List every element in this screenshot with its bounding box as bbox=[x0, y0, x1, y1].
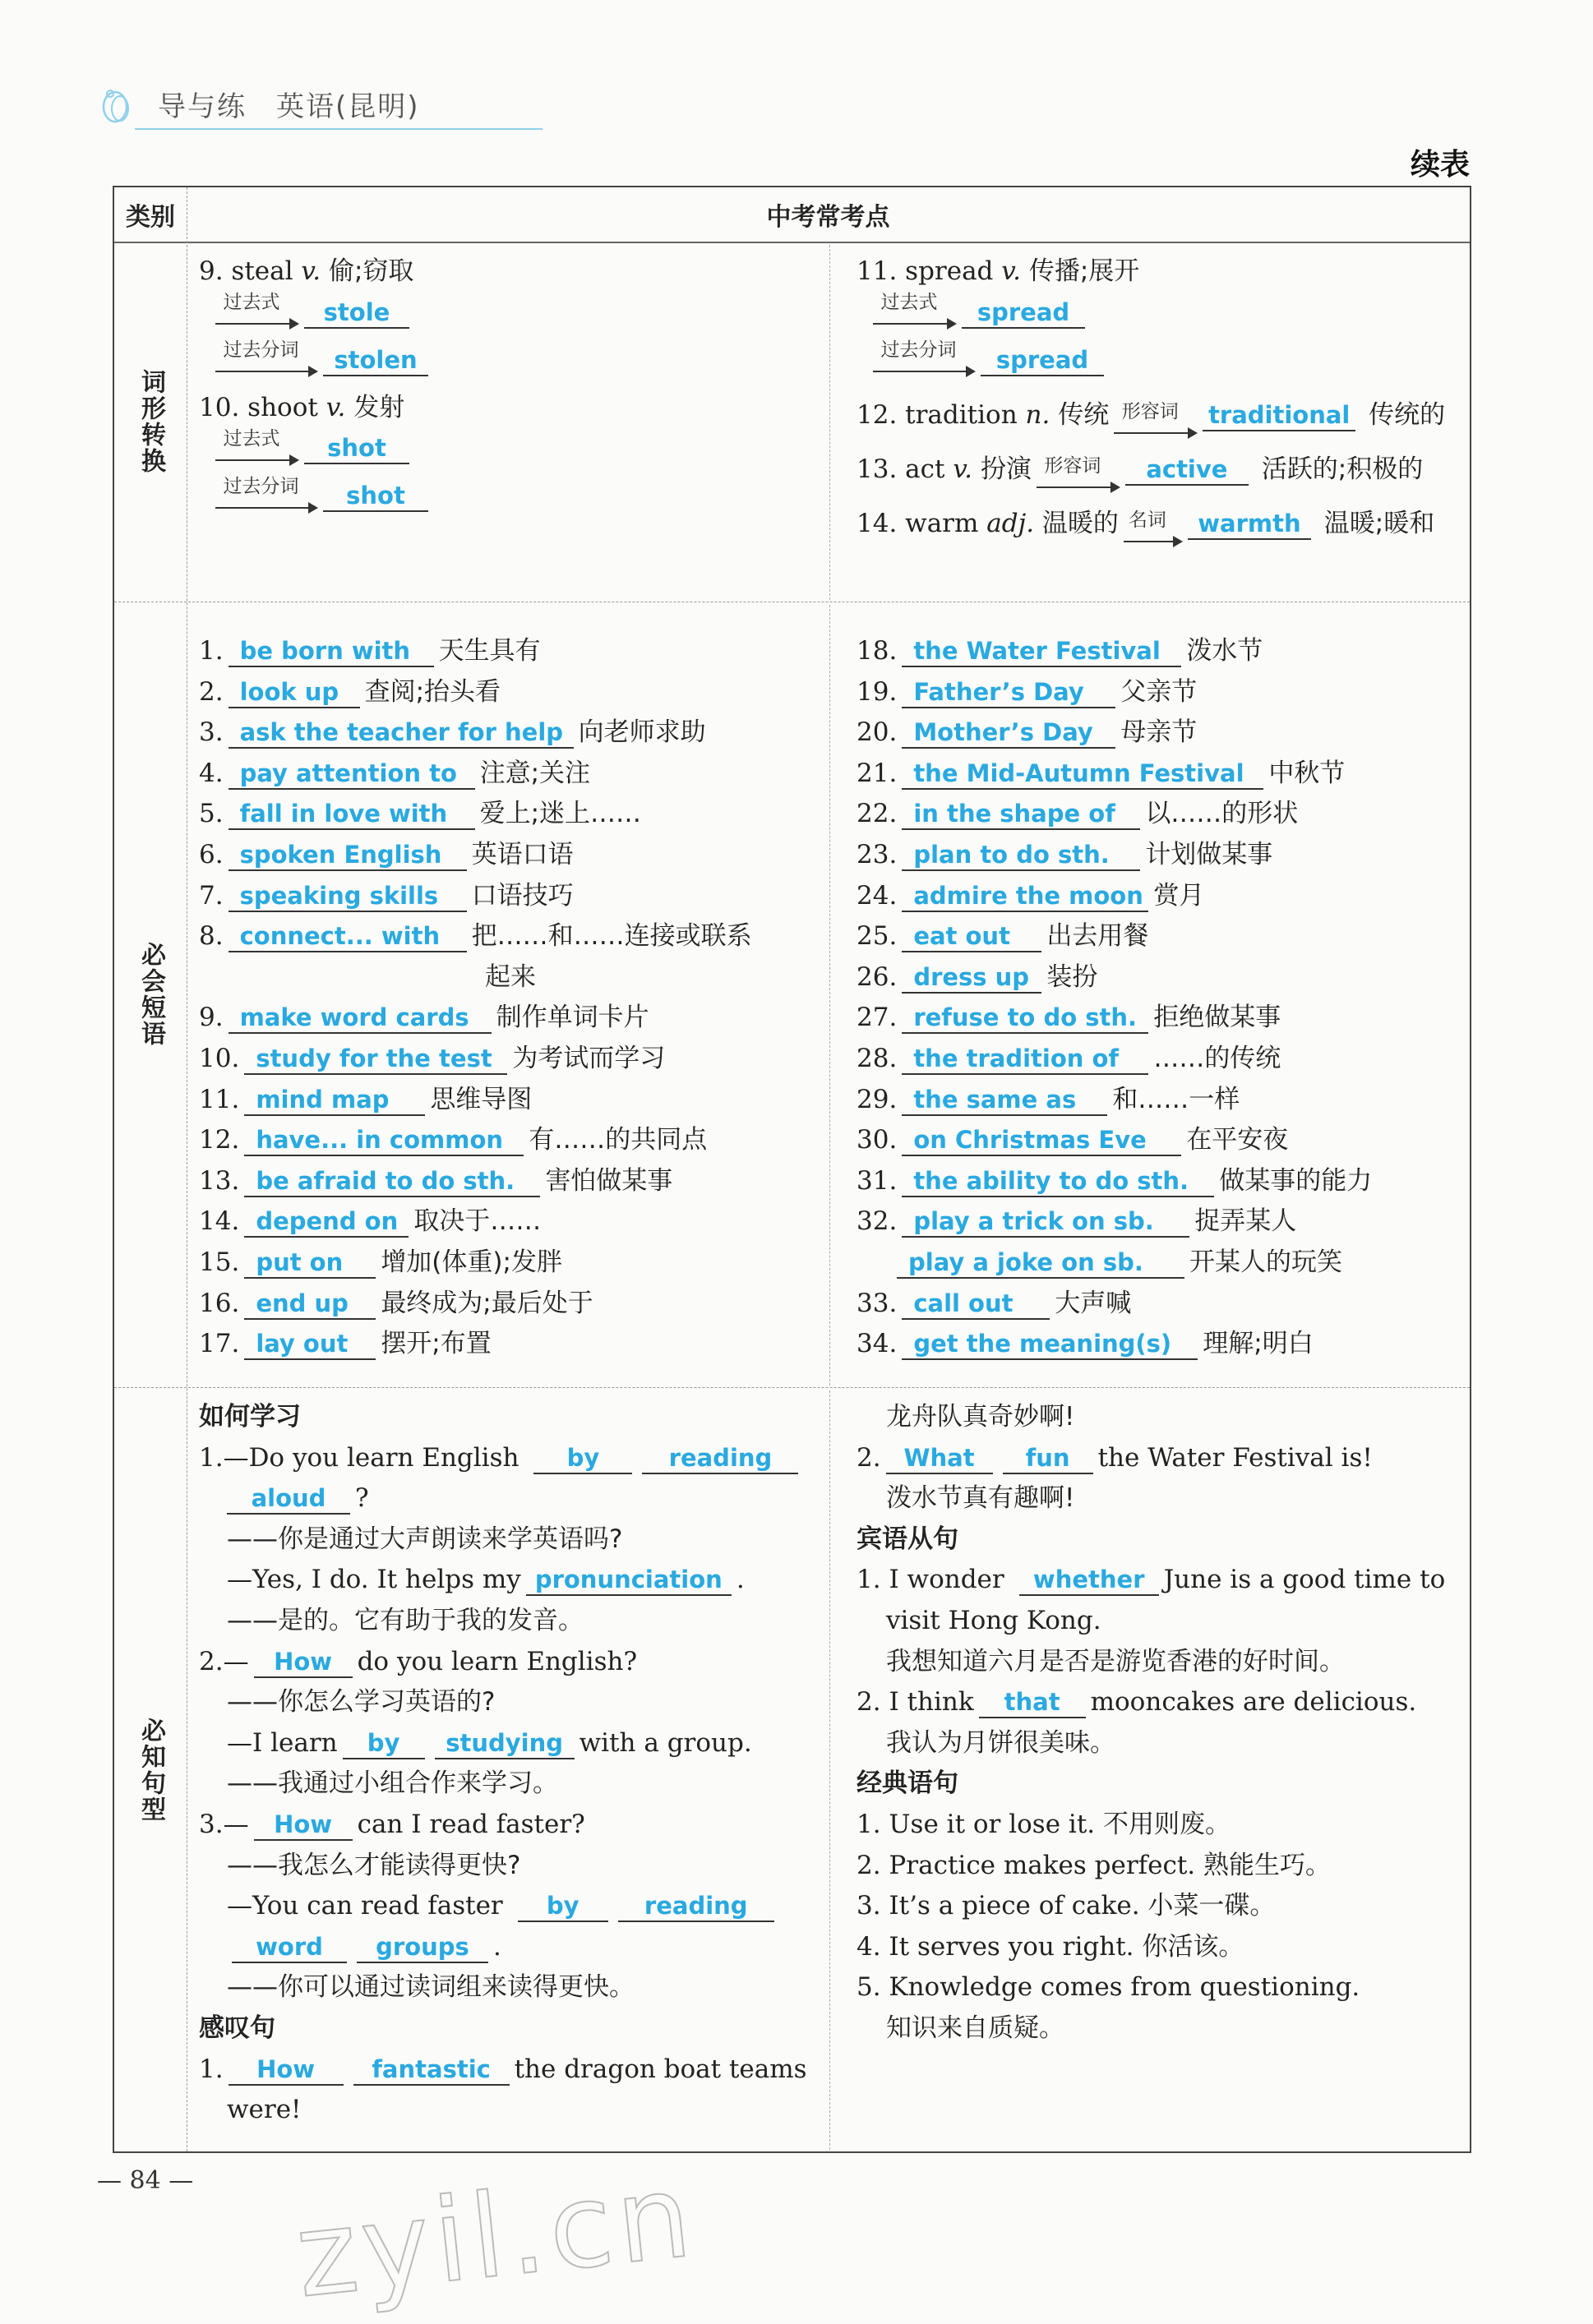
phrase-item: 8. connect... with 把……和……连接或联系 bbox=[199, 921, 752, 952]
arrow-icon: 过去式 bbox=[873, 297, 957, 333]
answer-blank: stole bbox=[304, 297, 409, 329]
classic-sentence: 4. It serves you right. 你活该。 bbox=[857, 1931, 1244, 1962]
sentences-right bbox=[857, 1397, 1465, 2050]
translation: 我想知道六月是否是游览香港的好时间。 bbox=[886, 1646, 1345, 1676]
translation: ——你可以通过读词组来读得更快。 bbox=[227, 1972, 635, 2003]
phrase-item: 20. Mother’s Day 母亲节 bbox=[857, 717, 1198, 748]
phrase-item: 19. Father’s Day 父亲节 bbox=[857, 676, 1198, 707]
study-table bbox=[113, 186, 1471, 2153]
watermark: zyil.cn bbox=[289, 2149, 702, 2324]
form-row bbox=[199, 428, 824, 476]
translation: 泼水节真有趣啊! bbox=[886, 1483, 1075, 1514]
phrase-item: 14. depend on 取决于…… bbox=[199, 1206, 542, 1237]
classic-sentence: 1. Use it or lose it. 不用则废。 bbox=[857, 1809, 1231, 1839]
answer-blank: shot bbox=[304, 433, 409, 464]
phrase-item: 26. dress up 装扮 bbox=[857, 961, 1098, 992]
translation: ——你怎么学习英语的? bbox=[227, 1687, 496, 1718]
answer-blank: spread bbox=[962, 297, 1085, 329]
phrases-left bbox=[199, 631, 824, 1365]
phrase-item: 12. have... in common 有……的共同点 bbox=[199, 1125, 708, 1155]
translation: ——我怎么才能读得更快? bbox=[227, 1850, 521, 1880]
header-divider bbox=[135, 128, 543, 130]
phrase-item: 3. ask the teacher for help 向老师求助 bbox=[199, 717, 706, 748]
sentences-left bbox=[199, 1397, 824, 2131]
phrase-item: 29. the same as 和……一样 bbox=[857, 1084, 1240, 1114]
sentence-line: 1. How fantastic the dragon boat teams bbox=[199, 2054, 807, 2084]
word-forms-right bbox=[857, 251, 1465, 551]
phrase-item: 33. call out 大声喊 bbox=[857, 1288, 1132, 1318]
arrow-icon: 过去式 bbox=[215, 433, 299, 469]
form-row bbox=[199, 293, 824, 340]
subsection-title: 如何学习 bbox=[199, 1402, 301, 1432]
sentence-line: 1.—Do you learn English by reading bbox=[199, 1438, 824, 1479]
sentence-line: —Yes, I do. It helps my pronunciation . bbox=[227, 1565, 745, 1595]
phrase-item: 13. be afraid to do sth. 害怕做某事 bbox=[199, 1165, 673, 1196]
phrase-item: 23. plan to do sth. 计划做某事 bbox=[857, 839, 1273, 869]
subsection-title: 宾语从句 bbox=[857, 1524, 958, 1554]
sentence-line: 2. What fun the Water Festival is! bbox=[857, 1442, 1373, 1473]
phrase-item: 24. admire the moon 赏月 bbox=[857, 880, 1205, 911]
column-divider bbox=[829, 605, 830, 1386]
subsection-title: 感叹句 bbox=[199, 2013, 275, 2043]
word-entry: 14. warm adj. 温暖的 名词 warmth 温暖;暖和 bbox=[857, 496, 1465, 551]
classic-sentence: 2. Practice makes perfect. 熟能生巧。 bbox=[857, 1850, 1332, 1880]
phrase-item: 18. the Water Festival 泼水节 bbox=[857, 636, 1263, 666]
phrase-item: 31. the ability to do sth. 做某事的能力 bbox=[857, 1165, 1373, 1196]
column-divider bbox=[829, 245, 830, 600]
sentence-line: 1. I wonder whether June is a good time to bbox=[857, 1565, 1446, 1595]
phrase-continuation: 起来 bbox=[485, 961, 536, 992]
category-sentences: 必知句型 bbox=[136, 1718, 165, 1823]
phrase-item: 11. mind map 思维导图 bbox=[199, 1084, 533, 1114]
phrase-item: 28. the tradition of ……的传统 bbox=[857, 1043, 1281, 1073]
word-entry: 12. tradition n. 传统 形容词 traditional 传统的 bbox=[857, 388, 1465, 442]
classic-sentence: 5. Knowledge comes from questioning. bbox=[857, 1972, 1360, 2003]
phrase-item: 34. get the meaning(s) 理解;明白 bbox=[857, 1329, 1314, 1359]
phrase-item: 4. pay attention to 注意;关注 bbox=[199, 758, 591, 788]
phrase-item: 9. make word cards 制作单词卡片 bbox=[199, 1003, 649, 1033]
col-header-main: 中考常考点 bbox=[766, 203, 890, 232]
phrase-item: play a joke on sb. 开某人的玩笑 bbox=[857, 1243, 1465, 1284]
arrow-icon: 形容词 bbox=[1114, 406, 1198, 442]
classic-sentence: 3. It’s a piece of cake. 小菜一碟。 bbox=[857, 1891, 1276, 1921]
continued-label: 续表 bbox=[1410, 148, 1470, 182]
page-header bbox=[99, 76, 543, 133]
answer-blank: shot bbox=[323, 481, 428, 512]
phrase-item: 17. lay out 摆开;布置 bbox=[199, 1329, 492, 1359]
sentence-line: visit Hong Kong. bbox=[886, 1605, 1101, 1635]
page-number: — 84 — bbox=[97, 2166, 194, 2195]
sentence-line: word groups . bbox=[199, 1927, 824, 1968]
phrase-item: 15. put on 增加(体重);发胖 bbox=[199, 1247, 562, 1277]
phrase-item: 22. in the shape of 以……的形状 bbox=[857, 799, 1299, 829]
word-entry: 13. act v. 扮演 形容词 active 活跃的;积极的 bbox=[857, 442, 1465, 496]
answer-blank: spread bbox=[981, 345, 1104, 376]
answer-blank: warmth bbox=[1188, 509, 1311, 540]
arrow-icon: 过去分词 bbox=[873, 344, 976, 380]
word-forms-left bbox=[199, 251, 824, 523]
subsection-title: 经典语句 bbox=[857, 1768, 958, 1799]
phrase-item: 16. end up 最终成为;最后处于 bbox=[199, 1288, 593, 1318]
translation: 知识来自质疑。 bbox=[886, 2013, 1064, 2043]
translation: 龙舟队真奇妙啊! bbox=[886, 1402, 1075, 1432]
form-row bbox=[199, 340, 824, 388]
translation: ——你是通过大声朗读来学英语吗? bbox=[227, 1524, 623, 1554]
phrase-item: 21. the Mid-Autumn Festival 中秋节 bbox=[857, 758, 1346, 788]
word-entry: 11. spread v. 传播;展开 bbox=[857, 256, 1140, 286]
sentence-line: —I learn by studying with a group. bbox=[227, 1727, 752, 1758]
sentence-line: 3.— How can I read faster? bbox=[199, 1809, 585, 1839]
translation: 我认为月饼很美味。 bbox=[886, 1727, 1115, 1758]
sentence-line: aloud ? bbox=[199, 1478, 824, 1519]
arrow-icon: 形容词 bbox=[1037, 460, 1120, 496]
phrase-item: 1. be born with 天生具有 bbox=[199, 636, 541, 666]
section-divider bbox=[114, 1387, 1470, 1388]
phrase-item: 32. play a trick on sb. 捉弄某人 bbox=[857, 1206, 1297, 1237]
word-entry: 9. steal v. 偷;窃取 bbox=[199, 256, 414, 286]
col-header-category: 类别 bbox=[126, 203, 175, 232]
phrases-right bbox=[857, 631, 1465, 1365]
category-word-forms: 词形转换 bbox=[136, 369, 165, 474]
arrow-icon: 过去分词 bbox=[215, 481, 318, 517]
translation: ——我通过小组合作来学习。 bbox=[227, 1768, 558, 1799]
arrow-icon: 过去分词 bbox=[215, 344, 318, 380]
column-divider bbox=[829, 1390, 830, 2150]
answer-blank: traditional bbox=[1203, 400, 1355, 431]
phrase-item: 10. study for the test 为考试而学习 bbox=[199, 1043, 666, 1073]
phrase-item: 25. eat out 出去用餐 bbox=[857, 921, 1149, 952]
phrase-item: 5. fall in love with 爱上;迷上…… bbox=[199, 799, 642, 829]
phrase-item: 27. refuse to do sth. 拒绝做某事 bbox=[857, 1003, 1281, 1033]
header-title: 导与练 英语(昆明) bbox=[158, 90, 420, 123]
phrase-item: 6. spoken English 英语口语 bbox=[199, 839, 574, 869]
phrase-item: 2. look up 查阅;抬头看 bbox=[199, 676, 501, 707]
sentence-line: —You can read faster by reading bbox=[199, 1886, 824, 1927]
form-row bbox=[857, 293, 1465, 340]
form-row bbox=[857, 340, 1465, 388]
phrase-item: 7. speaking skills 口语技巧 bbox=[199, 880, 574, 911]
phrase-item: 30. on Christmas Eve 在平安夜 bbox=[857, 1125, 1289, 1155]
form-row bbox=[199, 476, 824, 523]
category-phrases: 必会短语 bbox=[136, 942, 165, 1047]
answer-blank: stolen bbox=[323, 345, 428, 376]
sentence-line: were! bbox=[227, 2095, 302, 2125]
word-entry: 10. shoot v. 发射 bbox=[199, 392, 405, 422]
book-logo-icon bbox=[99, 82, 135, 125]
arrow-icon: 名词 bbox=[1124, 514, 1183, 551]
sentence-line: 2. I think that mooncakes are delicious. bbox=[857, 1687, 1417, 1718]
translation: ——是的。它有助于我的发音。 bbox=[227, 1605, 584, 1635]
answer-blank: active bbox=[1125, 454, 1249, 486]
arrow-icon: 过去式 bbox=[215, 297, 299, 333]
header-divider bbox=[114, 242, 1470, 243]
sentence-line: 2.— How do you learn English? bbox=[199, 1646, 638, 1676]
